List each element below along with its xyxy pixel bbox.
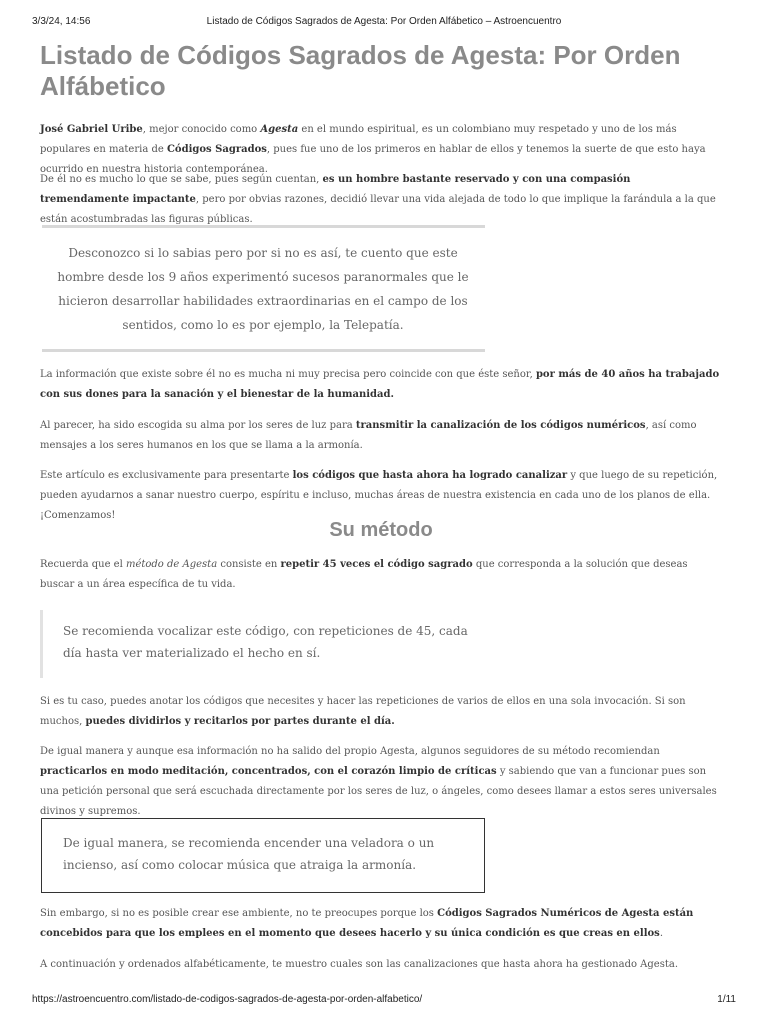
paragraph-method: Recuerda que el método de Agesta consiste en repetir 45 veces el código sagrado que corresponda a la solución que deseas buscar a un área específica de tu vida. <box>40 559 688 590</box>
author-alias: Agesta <box>260 124 299 135</box>
paragraph-ambient: Sin embargo, si no es posible crear ese ambiente, no te preocupes porque los Códigos Sagrados Numéricos de Agesta están concebidos para que los emplees en el momento que desees hacerlo y su única condición es que creas en ellos. <box>40 908 694 939</box>
blockquote-text: Se recomienda vocalizar este código, con repeticiones de 45, cada día hasta ver materializado el hecho en sí. <box>63 624 468 660</box>
pullquote <box>42 225 485 352</box>
boxed-note <box>41 818 485 893</box>
pullquote-text: Desconozco si lo sabias pero por si no es así, te cuento que este hombre desde los 9 años experimentó sucesos paranormales que le hicieron desarrollar habilidades extraordinarias en el campo de los sentidos, como lo es por ejemplo, la Telepatía. <box>57 246 469 332</box>
paragraph-chosen-soul: Al parecer, ha sido escogida su alma por los seres de luz para transmitir la canalización de los códigos numéricos, así como mensajes a los seres humanos en los que se llama a la armonía. <box>40 420 697 451</box>
boxed-note-text: De igual manera, se recomienda encender una veladora o un incienso, así como colocar música que atraiga la armonía. <box>63 836 435 872</box>
print-footer <box>0 994 768 1010</box>
article <box>40 40 722 970</box>
article-title: Listado de Códigos Sagrados de Agesta: Por Orden Alfábetico <box>40 40 681 101</box>
section-heading: Su método <box>329 519 433 541</box>
author-name: José Gabriel Uribe <box>40 124 143 135</box>
print-page-number: 1/11 <box>717 994 736 1005</box>
paragraph-reserved: De él no es mucho lo que se sabe, pues según cuentan, es un hombre bastante reservado y con una compasión tremendamente impactante, pero por obvias razones, decidió llevar una vida alejada de todo lo que implique la farándula a la que están acostumbradas las figuras públicas. <box>40 174 716 225</box>
paragraph-meditation: De igual manera y aunque esa información no ha salido del propio Agesta, algunos seguidores de su método recomiendan practicarlos en modo meditación, concentrados, con el corazón limpio de críticas y sabiendo que van a funcionar pues son una petición personal que será escuchada directamente por los seres de luz, o ángeles, como desees llamar a estos seres universales divinos y supremos. <box>40 746 717 817</box>
print-page-title: Listado de Códigos Sagrados de Agesta: Por Orden Alfábetico – Astroencuentro <box>206 16 562 27</box>
print-datetime: 3/3/24, 14:56 <box>32 16 91 27</box>
print-url: https://astroencuentro.com/listado-de-codigos-sagrados-de-agesta-por-orden-alfabetico/ <box>32 994 423 1005</box>
paragraph-purpose: Este artículo es exclusivamente para presentarte los códigos que hasta ahora ha logrado canalizar y que luego de su repetición, pueden ayudarnos a sanar nuestro cuerpo, espíritu e incluso, muchas áreas de nuestra existencia en cada uno de los planos de ella. ¡Comenzamos! <box>40 470 718 521</box>
paragraph-list-intro: A continuación y ordenados alfabéticamente, te muestro cuales son las canalizaciones que hasta ahora ha gestionado Agesta. <box>40 959 679 970</box>
paragraph-intro: José Gabriel Uribe, mejor conocido como Agesta en el mundo espiritual, es un colombiano muy respetado y uno de los más populares en materia de Códigos Sagrados, pues fue uno de los primeros en hablar de ellos y tenemos la suerte de que esto haya ocurrido en nuestra historia contemporánea. <box>40 124 706 175</box>
print-header <box>0 16 768 32</box>
paragraph-information: La información que existe sobre él no es mucha ni muy precisa pero coincide con que éste señor, por más de 40 años ha trabajado con sus dones para la sanación y el bienestar de la humanidad. <box>40 369 720 400</box>
blockquote <box>40 610 470 678</box>
paragraph-notes: Si es tu caso, puedes anotar los códigos que necesites y hacer las repeticiones de varios de ellos en una sola invocación. Si son muchos, puedes dividirlos y recitarlos por partes durante el día. <box>40 696 686 727</box>
